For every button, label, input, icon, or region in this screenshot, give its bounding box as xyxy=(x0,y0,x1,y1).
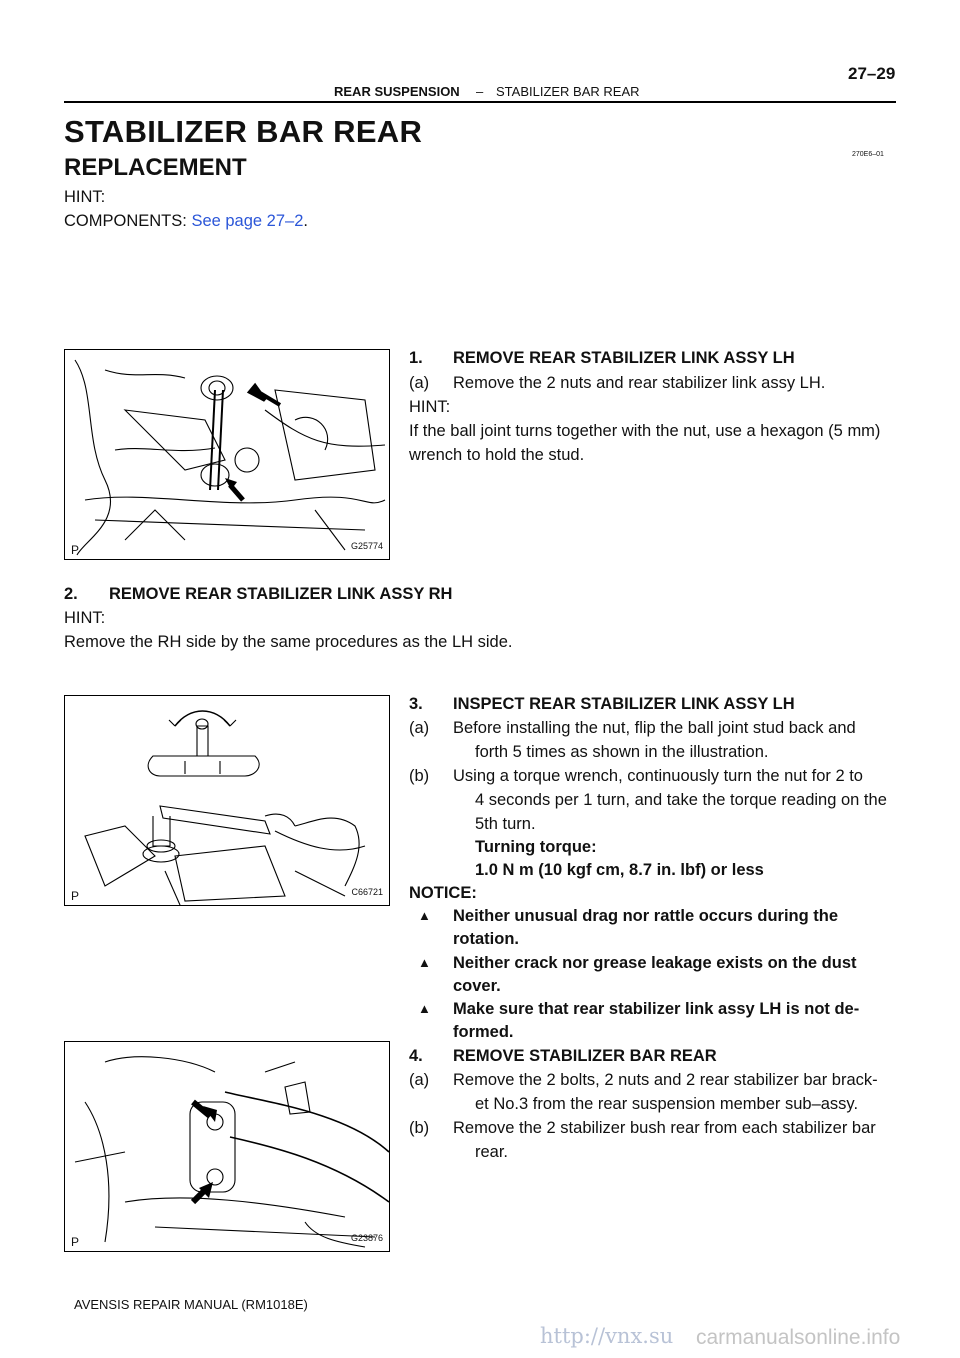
page-number: 27–29 xyxy=(848,64,896,83)
step-3b-text-2: 4 seconds per 1 turn, and take the torque reading on the xyxy=(475,791,887,809)
figure-p-mark: P xyxy=(71,889,80,903)
notice-3-line-1: Make sure that rear stabilizer link assy LH is not de- xyxy=(453,1000,860,1018)
step-3b-text-1: Using a torque wrench, continuously turn the nut for 2 to xyxy=(453,767,863,785)
reference-code: 270E6–01 xyxy=(852,151,884,158)
header-section: REAR SUSPENSION xyxy=(334,84,460,99)
step-4a-label: (a) xyxy=(409,1071,430,1089)
figure-stabilizer-link-removal xyxy=(64,349,390,560)
figure-p-mark: P xyxy=(71,1235,80,1249)
step-3a-text-2: forth 5 times as shown in the illustration. xyxy=(475,743,769,761)
step-4b-text-1: Remove the 2 stabilizer bush rear from each stabilizer bar xyxy=(453,1119,876,1137)
figure-id: G25774 xyxy=(350,541,383,551)
notice-1-line-2: rotation. xyxy=(453,930,519,948)
step-3a-label: (a) xyxy=(409,719,430,737)
figure-p-mark: P xyxy=(71,543,80,557)
step-3b-label: (b) xyxy=(409,767,430,785)
step-1-number: 1. xyxy=(409,349,423,367)
step-2-number: 2. xyxy=(64,585,78,603)
step-4-title: REMOVE STABILIZER BAR REAR xyxy=(453,1047,717,1065)
components-label: COMPONENTS: xyxy=(64,212,187,230)
step-4b-label: (b) xyxy=(409,1119,430,1137)
bullet-triangle-icon: ▲ xyxy=(418,1001,431,1016)
step-4-number: 4. xyxy=(409,1047,423,1065)
step-2-title: REMOVE REAR STABILIZER LINK ASSY RH xyxy=(109,585,453,603)
step-3a-text-1: Before installing the nut, flip the ball joint stud back and xyxy=(453,719,856,737)
footer-manual-id: AVENSIS REPAIR MANUAL (RM1018E) xyxy=(74,1297,308,1312)
step-1-title: REMOVE REAR STABILIZER LINK ASSY LH xyxy=(453,349,795,367)
intro-hint: HINT: xyxy=(64,188,106,206)
illustration-stabilizer-link xyxy=(65,350,389,559)
step-1a-text: Remove the 2 nuts and rear stabilizer link assy LH. xyxy=(453,374,826,392)
step-3b-text-3: 5th turn. xyxy=(475,815,536,833)
notice-3-line-2: formed. xyxy=(453,1023,514,1041)
components-period: . xyxy=(303,212,308,230)
step-1a-label: (a) xyxy=(409,374,430,392)
step-1-hint-text-2: wrench to hold the stud. xyxy=(409,446,585,464)
page-title: STABILIZER BAR REAR xyxy=(64,114,423,149)
notice-2-line-1: Neither crack nor grease leakage exists on the dust xyxy=(453,954,857,972)
watermark-vnx[interactable]: http://vnx.su xyxy=(540,1324,674,1348)
torque-value: 1.0 N m (10 kgf cm, 8.7 in. lbf) or less xyxy=(475,861,764,879)
step-1-hint-text-1: If the ball joint turns together with the nut, use a hexagon (5 mm) xyxy=(409,422,881,440)
components-link[interactable]: See page 27–2 xyxy=(191,212,304,230)
header-subsection: STABILIZER BAR REAR xyxy=(496,84,640,99)
watermark-carmanualsonline[interactable]: carmanualsonline.info xyxy=(696,1326,901,1349)
step-3-title: INSPECT REAR STABILIZER LINK ASSY LH xyxy=(453,695,795,713)
notice-1-line-1: Neither unusual drag nor rattle occurs during the xyxy=(453,907,839,925)
step-4a-text-2: et No.3 from the rear suspension member sub–assy. xyxy=(475,1095,859,1113)
figure-link-inspection xyxy=(64,695,390,906)
bullet-triangle-icon: ▲ xyxy=(418,908,431,923)
page-subtitle: REPLACEMENT xyxy=(64,154,247,181)
figure-id: C66721 xyxy=(351,887,383,897)
step-3-number: 3. xyxy=(409,695,423,713)
step-4b-text-2: rear. xyxy=(475,1143,509,1161)
illustration-torque-inspection xyxy=(65,696,389,905)
figure-id: G23876 xyxy=(350,1233,383,1243)
step-1-hint: HINT: xyxy=(409,398,451,416)
notice-heading: NOTICE: xyxy=(409,884,477,902)
illustration-stabilizer-bracket xyxy=(65,1042,389,1251)
notice-2-line-2: cover. xyxy=(453,977,501,995)
bullet-triangle-icon: ▲ xyxy=(418,955,431,970)
components-line xyxy=(64,210,308,233)
header-dash: – xyxy=(476,84,484,99)
step-2-hint: HINT: xyxy=(64,609,106,627)
step-2-hint-text: Remove the RH side by the same procedures as the LH side. xyxy=(64,633,513,651)
torque-label: Turning torque: xyxy=(475,838,597,856)
step-4a-text-1: Remove the 2 bolts, 2 nuts and 2 rear stabilizer bar brack- xyxy=(453,1071,878,1089)
header-rule xyxy=(64,101,896,103)
figure-stabilizer-bar-removal xyxy=(64,1041,390,1252)
